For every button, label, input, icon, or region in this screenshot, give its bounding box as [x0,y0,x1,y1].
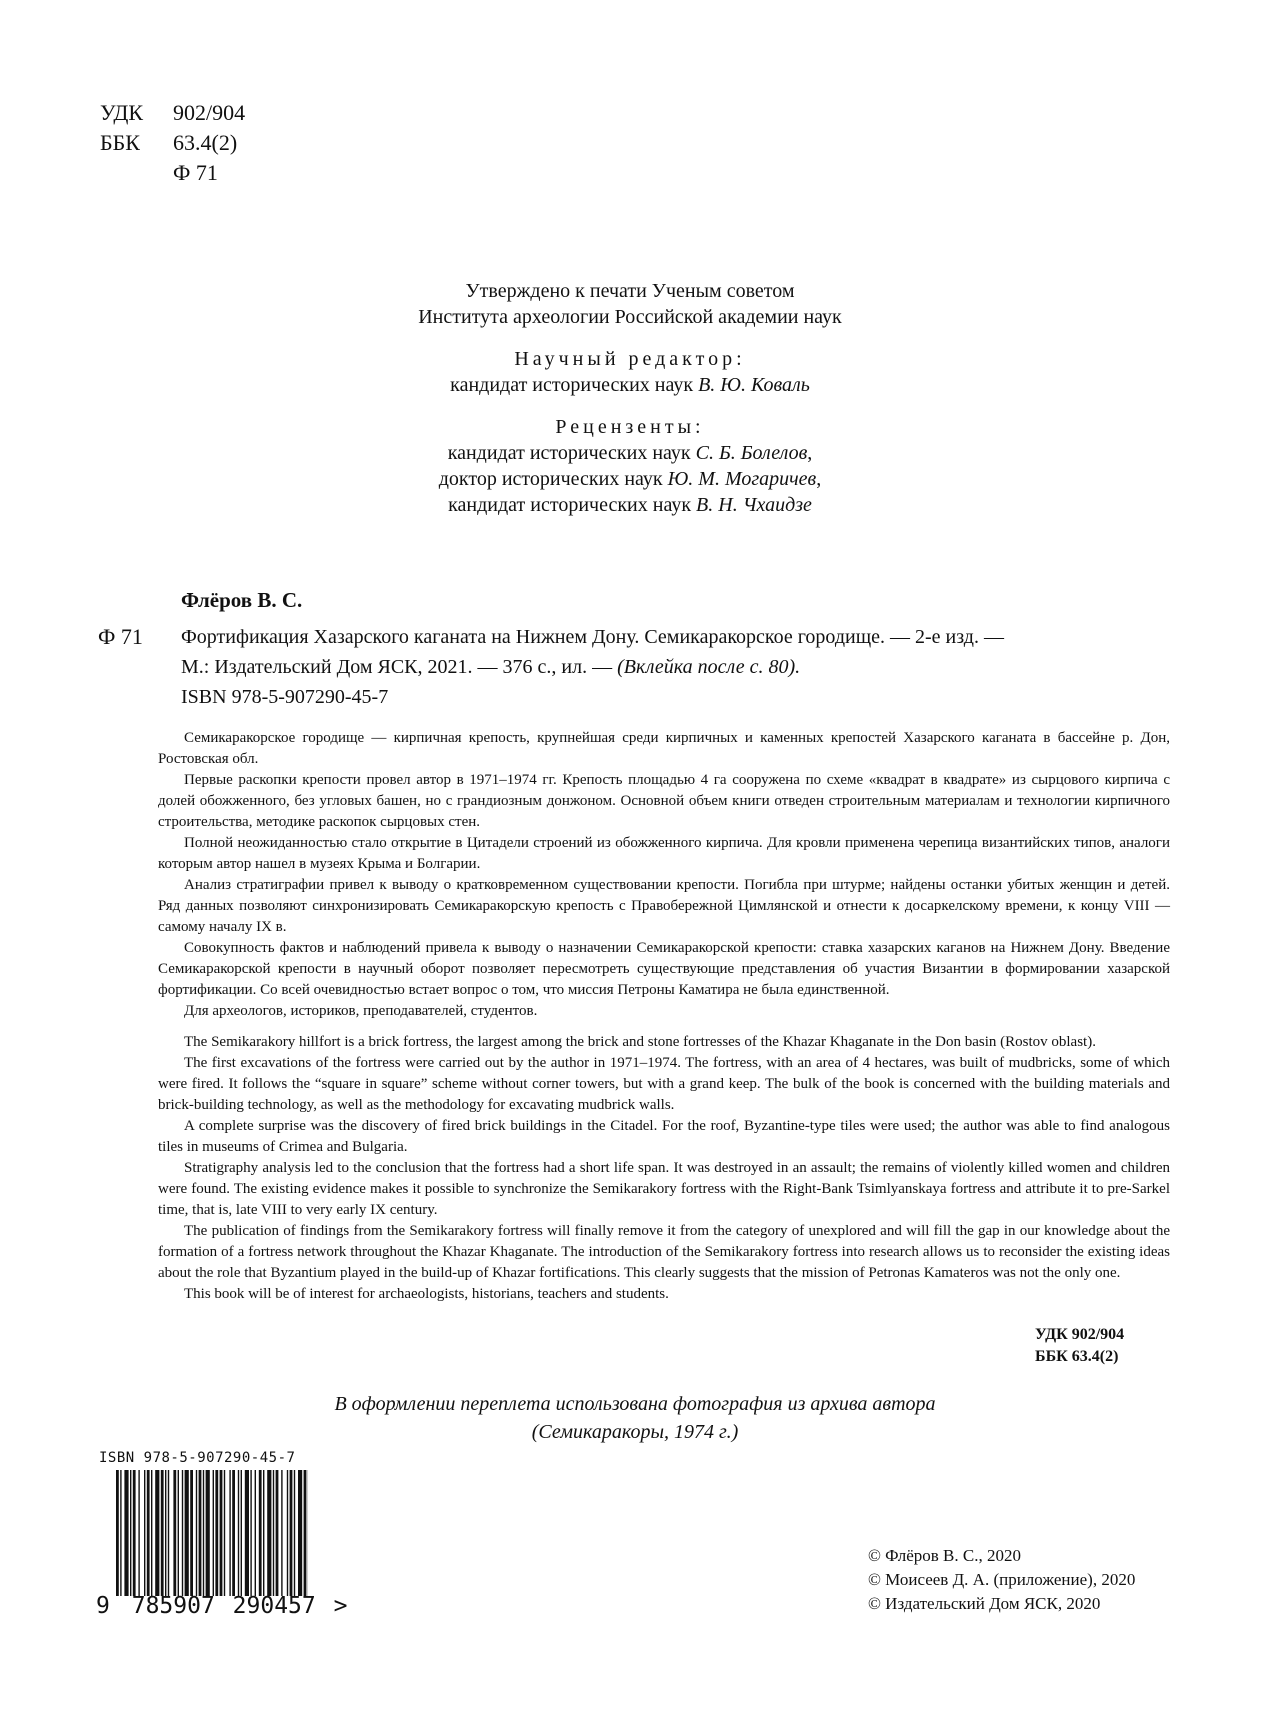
barcode-bar [206,1470,210,1596]
classification-footer [1035,1324,1124,1368]
barcode-bar [263,1470,264,1596]
annotation-paragraph: Первые раскопки крепости провел автор в 1971–1974 гг. Крепость площадью 4 га сооружена по схеме «квадрат в квадрате» из сырцового кирпича с долей обожженного, без угловых башен, но с грандиозным донжоном. Основной объем книги отведен строительным материалам и технологии кирпичного строительства, методике раскопок сырцовых стен. [158,772,1170,830]
cover-photo-note [280,1390,990,1446]
barcode-digits-left: 785907 [131,1593,215,1619]
barcode-bar [199,1470,202,1596]
bibliographic-record [181,622,1181,712]
barcode-bar [168,1470,169,1596]
author-mark-row [100,158,245,188]
reviewer-degree: кандидат исторических наук [448,494,692,516]
barcode-bar [124,1470,128,1596]
reviewer-name: С. Б. Болелов [695,442,808,464]
barcode-bar [165,1470,166,1596]
annotation-paragraph: Совокупность фактов и наблюдений привела к выводу о назначении Семикаракорской крепости: ставка хазарских каганов на Нижнем Дону. Введение Семикаракорской крепости в научный оборот позволяет пересмотреть существующие представления об участия Византии в формировании хазарской фортификации. Со всей очевидностью встает вопрос о том, что миссия Петроны Каматира не была единственной. [158,940,1170,998]
barcode-bar [190,1470,193,1596]
barcode-digit-first: 9 [96,1593,110,1619]
editor-heading: Научный редактор: [514,348,746,370]
bbk-footer: ББК 63.4(2) [1035,1348,1119,1365]
udk-label: УДК [100,100,144,125]
editor-block [280,346,980,398]
barcode-bar [232,1470,235,1596]
barcode-bar [250,1470,251,1596]
insert-note: (Вклейка после с. 80). [617,656,801,678]
reviewer-line [280,492,980,518]
barcode-bar [120,1470,121,1596]
udk-value: 902/904 [173,100,246,125]
barcode-bar [276,1470,279,1596]
classification-header [100,98,245,188]
annotation-en [158,1032,1170,1305]
annotation-paragraph: Полной неожиданностью стало открытие в Цитадели строений из обожженного кирпича. Для кровли применена черепица византийских типов, аналоги которым автор нашел в музеях Крыма и Болгарии. [158,835,1170,872]
barcode-bar [185,1470,189,1596]
barcode-bar [220,1470,223,1596]
barcode-bar [173,1470,176,1596]
barcode-bar [229,1470,230,1596]
barcode-bar [304,1470,307,1596]
barcode-bar [144,1470,145,1596]
barcode-bar [116,1470,119,1596]
annotation-paragraph: This book will be of interest for archaeologists, historians, teachers and students. [184,1286,669,1302]
annotation-paragraph: The publication of findings from the Semikarakory fortress will finally remove it from the category of unexplored and will fill the gap in our knowledge about the formation of a fortress network throughout the Khazar Khaganate. The introduction of the Semikarakory fortress into research allows us to reconsider the existing ideas about the role that Byzantium played in the build-up of Khazar fortifications. This clearly suggests that the mission of Petronas Kamateros was not the only one. [158,1223,1170,1281]
barcode-bar [147,1470,150,1596]
book-isbn: ISBN 978-5-907290-45-7 [181,686,389,708]
annotation-paragraph: Анализ стратиграфии привел к выводу о кратковременном существовании крепости. Погибла при штурме; найдены останки убитых женщин и детей. Ряд данных позволяют синхронизировать Семикаракорскую крепость с Правобережной Цимлянской и отнести к досаркелскому времени, к концу VIII — самому началу IX в. [158,877,1170,935]
author-mark: Ф 71 [173,160,218,185]
reviewers-block [280,414,980,518]
barcode-bar [133,1470,136,1596]
copyright-line: © Издательский Дом ЯСК, 2020 [868,1594,1101,1613]
annotation-paragraph: A complete surprise was the discovery of fired brick buildings in the Citadel. For the roof, Byzantine-type tiles were used; the author was able to find analogous tiles in museums of Crimea and Bulgaria. [158,1118,1170,1155]
reviewer-degree: кандидат исторических наук [447,442,691,464]
barcode-bar [215,1470,218,1596]
barcode-bar [196,1470,197,1596]
barcode-bar [182,1470,183,1596]
editor-degree: кандидат исторических наук [450,374,694,396]
barcode-bar [130,1470,131,1596]
copyright-line: © Флёров В. С., 2020 [868,1546,1021,1565]
barcode-bar [245,1470,249,1596]
annotation-paragraph: Stratigraphy analysis led to the conclusion that the fortress had a short life span. It was destroyed in an assault; the remains of violently killed women and children were found. The existing evidence makes it possible to synchronize the Semikarakory fortress with the Right-Bank Tsimlyanskaya fortress and attribute it to pre-Sarkel time, that is, late VIII to very early IX century. [158,1160,1170,1218]
imprint-text: М.: Издательский Дом ЯСК, 2021. — 376 с., ил. — [181,656,613,678]
annotation-paragraph: Для археологов, историков, преподавателей, студентов. [184,1003,538,1019]
editor-line [280,372,980,398]
barcode-bar [298,1470,302,1596]
reviewer-line: кандидат исторических наук С. Б. Болелов, [447,442,813,464]
reviewer-degree: доктор исторических наук [438,468,663,490]
copyright-block [868,1544,1135,1616]
barcode-digits [96,1593,347,1619]
barcode-bar [241,1470,242,1596]
barcode-bar [203,1470,204,1596]
barcode-bar [273,1470,274,1596]
author-mark-left: Ф 71 [98,624,143,649]
reviewer-name: В. Н. Чхаидзе [696,494,812,516]
barcode-bar [259,1470,262,1596]
barcode-bar [161,1470,164,1596]
barcode-bar [267,1470,271,1596]
barcode-bar [155,1470,159,1596]
barcode-bar [290,1470,293,1596]
barcode-digits-right: 290457 [232,1593,316,1619]
annotation-paragraph: The first excavations of the fortress were carried out by the author in 1971–1974. The fortress, with an area of 4 hectares, was built of mudbricks, some of which were fired. It follows the “square in square” scheme without corner towers, but with a grand keep. The bulk of the book is concerned with the building materials and brick-building technology, as well as the methodology for excavating mudbrick walls. [158,1055,1170,1113]
bbk-row [100,128,245,158]
reviewer-name: Ю. М. Могаричев [667,468,817,490]
barcode-bar [213,1470,214,1596]
book-title-line: Фортификация Хазарского каганата на Нижнем Дону. Семикаракорское городище. — 2-е изд. — [181,626,1004,648]
approval-block [280,278,980,330]
barcode-bar [294,1470,295,1596]
cover-note-line-2: (Семикаракоры, 1974 г.) [531,1421,739,1443]
barcode-bar [281,1470,282,1596]
barcode-arrow: > [333,1593,348,1619]
udk-footer: УДК 902/904 [1035,1326,1125,1343]
barcode-bar [138,1470,139,1596]
barcode-bar [224,1470,225,1596]
reviewers-heading: Рецензенты: [555,416,705,438]
approval-line-2: Института археологии Российской академии наук [418,306,842,328]
barcode-icon [116,1470,308,1596]
bbk-value: 63.4(2) [173,130,238,155]
barcode-bar [178,1470,179,1596]
barcode-bar [255,1470,256,1596]
book-imprint [181,652,1181,682]
bbk-label: ББК [100,130,140,155]
book-author: Флёров В. С. [181,588,303,612]
annotation-ru [158,728,1170,1022]
cover-note-line-1: В оформлении переплета использована фотография из архива автора [334,1393,936,1415]
udk-row [100,98,245,128]
reviewer-line: доктор исторических наук Ю. М. Могаричев, [438,468,822,490]
barcode-bar [151,1470,152,1596]
barcode-isbn: ISBN 978-5-907290-45-7 [99,1450,296,1466]
annotation-paragraph: The Semikarakory hillfort is a brick fortress, the largest among the brick and stone fortresses of the Khazar Khaganate in the Don basin (Rostov oblast). [184,1034,1096,1050]
copyright-line: © Моисеев Д. А. (приложение), 2020 [868,1570,1136,1589]
editor-name: В. Ю. Коваль [698,374,810,396]
barcode-bar [287,1470,288,1596]
barcode-bar [238,1470,239,1596]
approval-line-1: Утверждено к печати Ученым советом [465,280,795,302]
annotation-paragraph: Семикаракорское городище — кирпичная крепость, крупнейшая среди кирпичных и каменных крепостей Хазарского каганата в бассейне р. Дон, Ростовская обл. [158,730,1170,767]
